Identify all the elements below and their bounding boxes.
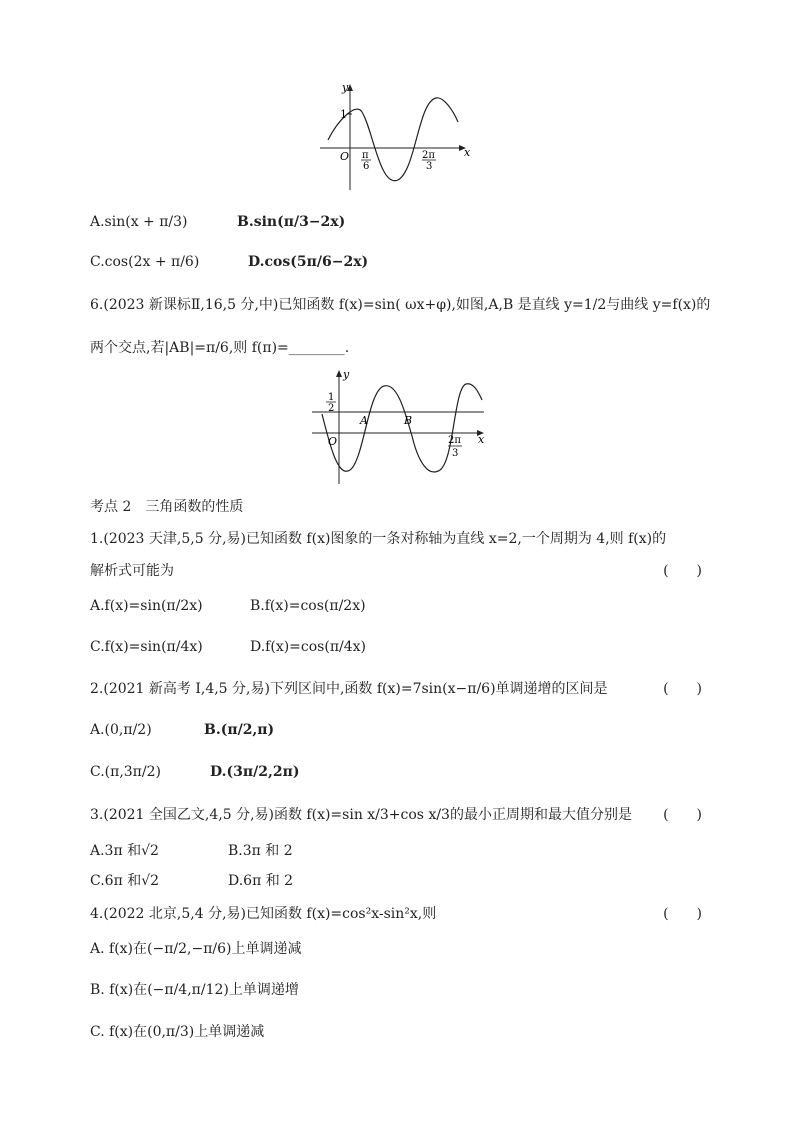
option-c: C.cos(2x + π/6) — [90, 254, 200, 270]
q4-line: 4.(2022 北京,5,4 分,易)已知函数 f(x)=cos²x-sin²x,则 — [90, 906, 437, 922]
q1-line1: 1.(2023 天津,5,5 分,易)已知函数 f(x)图象的一条对称轴为直线 x=2,一个周期为 4,则 f(x)的 — [90, 531, 667, 547]
x-axis-label: x — [478, 433, 485, 446]
q2-option-c: C.(π,3π/2) — [90, 764, 161, 780]
y-tick-num: 1 — [328, 392, 335, 403]
q2-option-b: B.(π/2,π) — [204, 722, 275, 738]
q3-answer-paren: ( ) — [663, 807, 702, 823]
q3-option-a: A.3π 和√2 — [90, 843, 159, 859]
option-b: B.sin(π/3−2x) — [237, 214, 346, 230]
origin-label: O — [328, 435, 338, 448]
q3-option-c: C.6π 和√2 — [90, 873, 160, 889]
q3-option-d: D.6π 和 2 — [228, 873, 294, 889]
q2-line: 2.(2021 新高考 Ⅰ,4,5 分,易)下列区间中,函数 f(x)=7sin(x−π/6)单调递增的区间是 — [90, 681, 608, 697]
q1-option-b: B.f(x)=cos(π/2x) — [250, 598, 366, 614]
graph-2 — [308, 366, 488, 488]
q1-answer-paren: ( ) — [663, 563, 702, 579]
y-axis-label: y — [343, 368, 350, 381]
point-a-label: A — [360, 414, 368, 427]
tick1-num: π — [362, 150, 369, 161]
option-d: D.cos(5π/6−2x) — [248, 254, 369, 270]
section-heading: 考点 2 三角函数的性质 — [90, 499, 244, 515]
q1-line2: 解析式可能为 — [90, 563, 174, 579]
q2-option-d: D.(3π/2,2π) — [210, 764, 300, 780]
tick2-num: 2π — [422, 150, 435, 161]
q2-answer-paren: ( ) — [663, 681, 702, 697]
x-axis-label: x — [464, 146, 471, 159]
q4-option-a: A. f(x)在(−π/2,−π/6)上单调递减 — [90, 941, 302, 957]
q3-line: 3.(2021 全国乙文,4,5 分,易)函数 f(x)=sin x/3+cos x/3的最小正周期和最大值分别是 — [90, 807, 632, 823]
q1-option-c: C.f(x)=sin(π/4x) — [90, 639, 203, 655]
q1-option-d: D.f(x)=cos(π/4x) — [250, 639, 367, 655]
q4-answer-paren: ( ) — [663, 906, 702, 922]
q6-line2: 两个交点,若|AB|=π/6,则 f(π)=________. — [90, 340, 350, 356]
option-a: A.sin(x + π/3) — [90, 214, 188, 230]
y-tick-label: 1 — [340, 108, 347, 121]
q1-option-a: A.f(x)=sin(π/2x) — [90, 598, 203, 614]
tick2-den: 3 — [426, 161, 433, 172]
graph-1 — [318, 80, 478, 195]
tick-den: 3 — [452, 448, 459, 459]
q6-line1: 6.(2023 新课标Ⅱ,16,5 分,中)已知函数 f(x)=sin( ωx+φ),如图,A,B 是直线 y=1/2与曲线 y=f(x)的 — [90, 297, 711, 313]
q4-option-b: B. f(x)在(−π/4,π/12)上单调递增 — [90, 982, 299, 998]
origin-label: O — [340, 150, 350, 163]
q2-option-a: A.(0,π/2) — [90, 722, 152, 738]
q3-option-b: B.3π 和 2 — [228, 843, 293, 859]
tick-num: 2π — [448, 435, 461, 446]
q4-option-c: C. f(x)在(0,π/3)上单调递减 — [90, 1024, 265, 1040]
y-tick-den: 2 — [328, 403, 335, 414]
y-axis-label: y — [342, 81, 349, 94]
tick1-den: 6 — [363, 161, 370, 172]
point-b-label: B — [404, 414, 413, 427]
